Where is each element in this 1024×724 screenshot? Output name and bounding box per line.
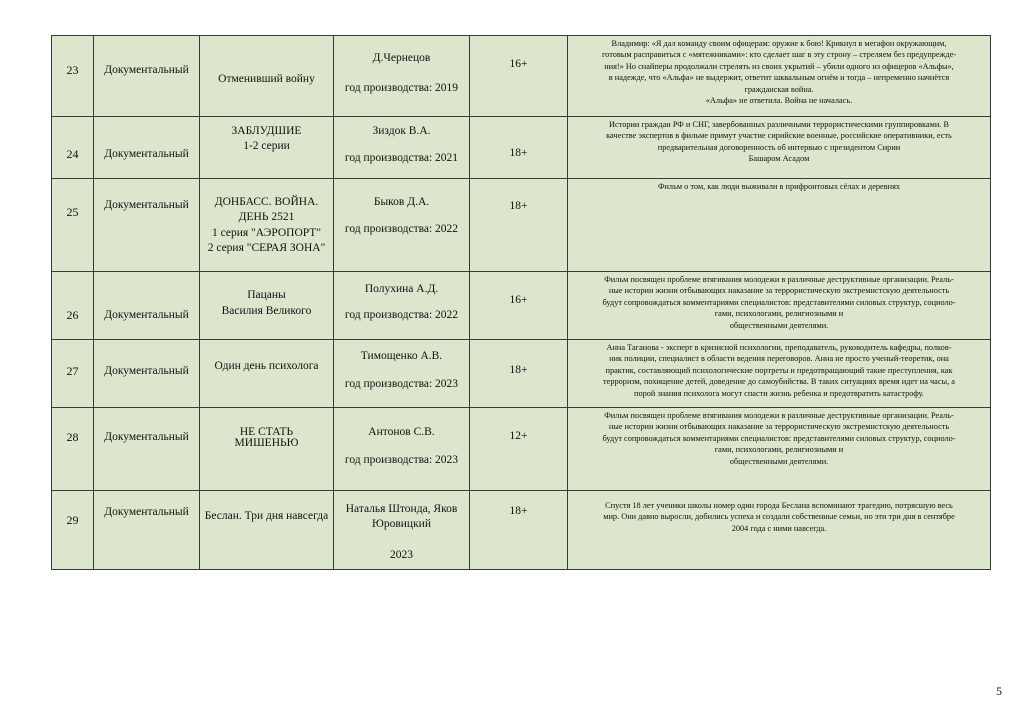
title-cell: Беслан. Три дня навсегда bbox=[200, 491, 334, 570]
table-row bbox=[52, 491, 991, 570]
genre-cell: Документальный bbox=[94, 491, 200, 570]
films-table bbox=[51, 35, 991, 570]
director-cell: Антонов С.В. год производства: 2023 bbox=[334, 408, 470, 491]
director-cell: Зиздок В.А. год производства: 2021 bbox=[334, 117, 470, 179]
description-cell: Владимир: «Я дал команду своим офицерам: оружие к бою! Крикнул в мегафон окружающим, готовым расправиться с «мятежниками»: кто сделает шаг в эту строну – стреляем без предупрежде- ния!» Но снайперы продолжали стрелять из своих укрытий – убили одного из офицеров «Альфы», в надежде, что «Альфа» не выдержит, ответит шквальным огнём и тогда – непременно начнётся гражданская война. «Альфа» не ответила. Война не началась. bbox=[568, 36, 991, 117]
genre-cell: Документальный bbox=[94, 179, 200, 272]
director-cell: Наталья Штонда, Яков Юровицкий 2023 bbox=[334, 491, 470, 570]
row-number-cell: 25 bbox=[52, 179, 94, 272]
table-row bbox=[52, 340, 991, 408]
title-cell: ДОНБАСС. ВОЙНА. ДЕНЬ 2521 1 серия "АЭРОПОРТ" 2 серия "СЕРАЯ ЗОНА" bbox=[200, 179, 334, 272]
row-number-cell: 24 bbox=[52, 117, 94, 179]
page-number: 5 bbox=[996, 684, 1002, 698]
director-cell: Быков Д.А. год производства: 2022 bbox=[334, 179, 470, 272]
description-cell: Фильм о том, как люди выживали в прифронтовых сёлах и деревнях bbox=[568, 179, 991, 272]
title-cell: Пацаны Василия Великого bbox=[200, 272, 334, 340]
title-cell: Отменивший войну bbox=[200, 36, 334, 117]
row-number-cell: 28 bbox=[52, 408, 94, 491]
table-row bbox=[52, 117, 991, 179]
age-rating-cell: 16+ bbox=[470, 36, 568, 117]
age-rating-cell: 18+ bbox=[470, 491, 568, 570]
description-cell: Фильм посвящен проблеме втягивания молодежи в различные деструктивные организации. Реаль- ные истории жизни отбывающих наказание за террористическую экстремистскую деятельность будут сопровождаться комментариями специалистов: представителями силовых структур, социоло- гами, психологами, религиозными и общественными деятелями. bbox=[568, 272, 991, 340]
description-cell: Фильм посвящен проблеме втягивания молодежи в различные деструктивные организации. Реаль- ные истории жизни отбывающих наказание за террористическую экстремистскую деятельность будут сопровождаться комментариями специалистов: представителями силовых структур, социоло- гами, психологами, религиозными и общественными деятелями. bbox=[568, 408, 991, 491]
age-rating-cell: 18+ bbox=[470, 117, 568, 179]
age-rating-cell: 16+ bbox=[470, 272, 568, 340]
age-rating-cell: 18+ bbox=[470, 179, 568, 272]
director-cell: Тимощенко А.В. год производства: 2023 bbox=[334, 340, 470, 408]
genre-cell: Документальный bbox=[94, 36, 200, 117]
description-cell: Спустя 18 лет ученики школы номер один города Беслана вспоминают трагедию, потрясшую весь мир. Они давно выросли, добились успеха и создали собственные семьи, но эти три дня в сентябре 2004 года с ними навсегда. bbox=[568, 491, 991, 570]
director-cell: Д.Чернецов год производства: 2019 bbox=[334, 36, 470, 117]
age-rating-cell: 12+ bbox=[470, 408, 568, 491]
age-rating-cell: 18+ bbox=[470, 340, 568, 408]
row-number-cell: 29 bbox=[52, 491, 94, 570]
genre-cell: Документальный bbox=[94, 408, 200, 491]
genre-cell: Документальный bbox=[94, 340, 200, 408]
title-cell: ЗАБЛУДШИЕ 1-2 серии bbox=[200, 117, 334, 179]
director-cell: Полухина А.Д. год производства: 2022 bbox=[334, 272, 470, 340]
genre-cell: Документальный bbox=[94, 272, 200, 340]
row-number-cell: 27 bbox=[52, 340, 94, 408]
table-row bbox=[52, 179, 991, 272]
description-cell: Истории граждан РФ и СНГ, завербованных различными террористическими группировками. В качестве экспертов в фильме примут участие сирийские военные, российские оперативники, есть предварительная договоренность об интервью с президентом Сирии Башаром Асадом bbox=[568, 117, 991, 179]
title-cell: НЕ СТАТЬ МИШЕНЬЮ bbox=[200, 408, 334, 491]
row-number-cell: 23 bbox=[52, 36, 94, 117]
table-row bbox=[52, 408, 991, 491]
table-row bbox=[52, 36, 991, 117]
row-number-cell: 26 bbox=[52, 272, 94, 340]
title-cell: Один день психолога bbox=[200, 340, 334, 408]
table-row bbox=[52, 272, 991, 340]
genre-cell: Документальный bbox=[94, 117, 200, 179]
description-cell: Анна Таганова - эксперт в кризисной психологии, преподаватель, руководитель кафедры, полков- ник полиции, специалист в области ведения переговоров. Анна не просто ученый-теоретик, она практик, составляющий психологические портреты и предотвращающий такие преступления, как терроризм, похищение детей, доведение до самоубийства. В таких ситуациях время идет на часы, а порой знания психолога могут спасти жизнь ребенка и предотвратить катастрофу. bbox=[568, 340, 991, 408]
